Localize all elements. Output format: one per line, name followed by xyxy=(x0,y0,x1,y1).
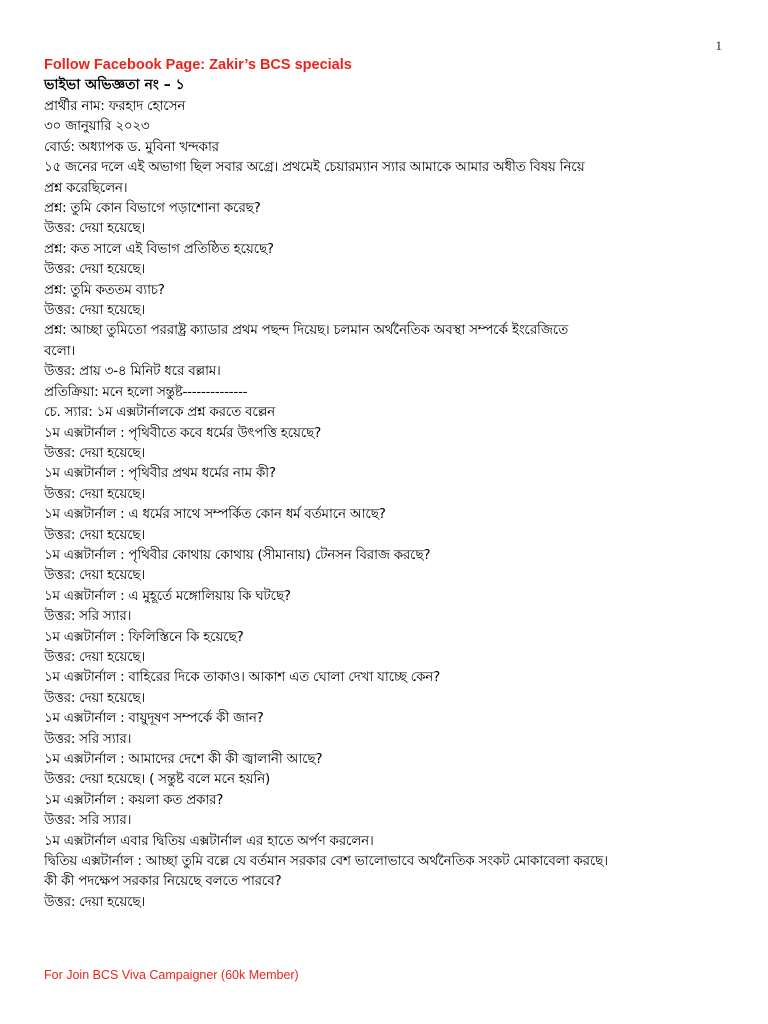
text-line: ১ম এক্সটার্নাল : পৃথিবীর কোথায় কোথায় (সীমানায়) টেনসন বিরাজ করছে? xyxy=(44,546,431,563)
text-line: চে. স্যার: ১ম এক্সটার্নালকে প্রশ্ন করতে বল্লেন xyxy=(44,404,275,421)
footer-note: For Join BCS Viva Campaigner (60k Member) xyxy=(44,968,299,982)
text-line: ১ম এক্সটার্নাল এবার দ্বিতিয় এক্সটার্নাল এর হাতে অর্পণ করলেন। xyxy=(44,832,374,849)
text-line: ১ম এক্সটার্নাল : এ মুহূর্তে মঙ্গোলিয়ায় কি ঘটছে? xyxy=(44,587,291,604)
text-line: উত্তর: দেয়া হয়েছে। xyxy=(44,220,146,237)
text-line: বোর্ড: অধ্যাপক ড. মুবিনা খন্দকার xyxy=(44,138,219,155)
text-line: উত্তর: দেয়া হয়েছে। xyxy=(44,689,146,706)
text-line: ১ম এক্সটার্নাল : আমাদের দেশে কী কী জ্বালানী আছে? xyxy=(44,751,323,767)
text-line: উত্তর: দেয়া হয়েছে। xyxy=(44,261,146,278)
text-line: ১৫ জনের দলে এই অভাগা ছিল সবার অগ্রে। প্রথমেই চেয়ারম্যান স্যার আমাকে আমার অধীত বিষয় নিয়ে xyxy=(44,159,585,176)
text-line: ১ম এক্সটার্নাল : ফিলিস্তিনে কি হয়েছে? xyxy=(44,628,244,645)
text-line: ১ম এক্সটার্নাল : পৃথিবীতে কবে ধর্মের উৎপত্তি হয়েছে? xyxy=(44,424,321,441)
text-line: বলো। xyxy=(44,342,75,359)
text-line: দ্বিতিয় এক্সটার্নাল : আচ্ছা তুমি বল্লে যে বর্তমান সরকার বেশ ভালোভাবে অর্থনৈতিক সংকট মোকাবেলা করছে। xyxy=(44,853,608,870)
text-line: প্রশ্ন: কত সালে এই বিভাগ প্রতিষ্ঠিত হয়েছে? xyxy=(44,240,274,257)
text-line: ১ম এক্সটার্নাল : পৃথিবীর প্রথম ধর্মের নাম কী? xyxy=(44,465,276,482)
text-line: উত্তর: দেয়া হয়েছে। xyxy=(44,485,146,502)
text-line: উত্তর: দেয়া হয়েছে। ( সন্তুষ্ট বলে মনে হয়নি) xyxy=(44,771,271,788)
viva-title: ভাইভা অভিজ্ঞতা নং – ১ xyxy=(44,77,185,93)
text-line: প্রশ্ন: আচ্ছা তুমিতো পররাষ্ট্র ক্যাডার প্রথম পছন্দ দিয়েছ। চলমান অর্থনৈতিক অবস্থা সম্পর্কে ইংরেজিতে xyxy=(44,322,569,339)
text-line: উত্তর: দেয়া হয়েছে। xyxy=(44,526,146,543)
text-line: ৩০ জানুয়ারি ২০২৩ xyxy=(44,118,150,135)
text-line: প্রার্থীর নাম: ফরহাদ হোসেন xyxy=(44,98,186,114)
text-line: ১ম এক্সটার্নাল : কয়লা কত প্রকার? xyxy=(44,791,224,808)
text-line: কী কী পদক্ষেপ সরকার নিয়েছে বলতে পারবে? xyxy=(44,873,282,890)
text-line: প্রতিক্রিয়া: মনে হলো সন্তুষ্ট-------------- xyxy=(44,383,248,400)
text-line: উত্তর: সরি স্যার। xyxy=(44,812,132,829)
text-line: উত্তর: দেয়া হয়েছে। xyxy=(44,648,146,665)
facebook-page-line: Follow Facebook Page: Zakir’s BCS specials xyxy=(44,57,352,73)
text-line: উত্তর: দেয়া হয়েছে। xyxy=(44,893,146,910)
text-line: উত্তর: দেয়া হয়েছে। xyxy=(44,444,146,461)
text-line: ১ম এক্সটার্নাল : বায়ুদূষণ সম্পর্কে কী জান? xyxy=(44,710,264,727)
text-line: ১ম এক্সটার্নাল : বাহিরের দিকে তাকাও। আকাশ এত ঘোলা দেখা যাচ্ছে কেন? xyxy=(44,669,440,686)
text-line: প্রশ্ন: তুমি কোন বিভাগে পড়াশোনা করেছ? xyxy=(44,200,261,217)
text-line: উত্তর: সরি স্যার। xyxy=(44,730,132,747)
page-number: 1 xyxy=(715,38,722,53)
text-line: প্রশ্ন করেছিলেন। xyxy=(44,179,128,196)
document-body xyxy=(44,56,748,912)
text-line: উত্তর: দেয়া হয়েছে। xyxy=(44,302,146,319)
text-line: ১ম এক্সটার্নাল : এ ধর্মের সাথে সম্পর্কিত কোন ধর্ম বর্তমানে আছে? xyxy=(44,506,386,523)
text-line: উত্তর: প্রায় ৩-৪ মিনিট ধরে বল্লাম। xyxy=(44,363,221,380)
text-line: উত্তর: দেয়া হয়েছে। xyxy=(44,567,146,584)
text-line: প্রশ্ন: তুমি কততম ব্যাচ? xyxy=(44,281,165,298)
text-line: উত্তর: সরি স্যার। xyxy=(44,608,132,625)
transcript xyxy=(44,96,748,912)
